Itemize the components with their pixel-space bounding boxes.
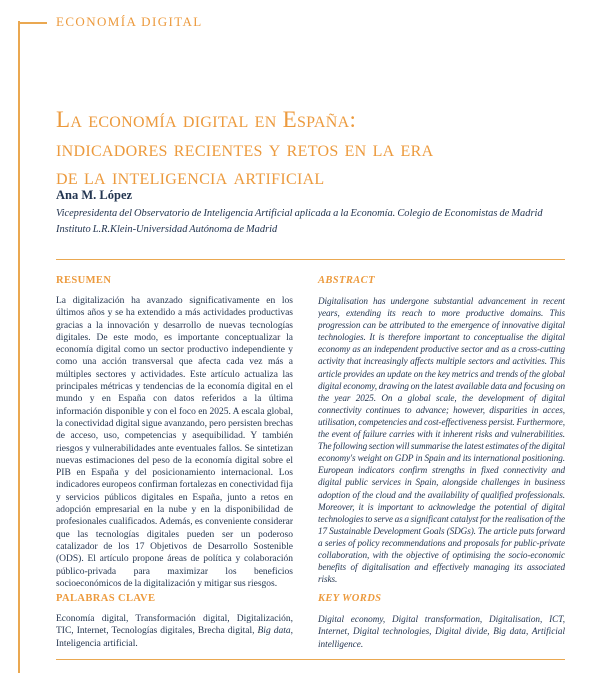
abstract-heading: ABSTRACT (318, 275, 375, 286)
palabras-clave-text-part: Economía digital, Transformación digital, Digitalización, TIC, Internet, Tecnologías digitales, Brecha digital, (56, 614, 293, 637)
bottom-divider-rule (56, 659, 565, 660)
author-name: Ana M. López (56, 188, 133, 202)
section-category-label: ECONOMÍA DIGITAL (56, 14, 203, 29)
resumen-text: La digitalización ha avanzado significativamente en los últimos años y se ha extendido a más actividades productivas gracias a la innovación y desarrollo de nuevas tecnologías digitales. De este modo, es importante conceptualizar la economía digital como un sector productivo independiente y como una acción transversal que afecta cada vez más a múltiples sectores y actividades. Este artículo actualiza las principales métricas y tendencias de la economía digital en el mundo y en España con datos referidos a la última información disponible y con el foco en 2025. A escala global, la conectividad digital sigue avanzando, pero persisten brechas de acceso, uso, competencias y asequibilidad. Y también riesgos y vulnerabilidades ante eventuales fallos. Se sintetizan nuevas estimaciones del peso de la economía digital sobre el PIB en España y del posicionamiento internacional. Los indicadores europeos confirman fortalezas en conectividad fija y servicios públicos digitales en España, junto a retos en adopción empresarial en la nube y en la disponibilidad de profesionales cualificados. Además, es conveniente considerar que las tecnologías digitales pueden ser un poderoso catalizador de los 17 Objetivos de Desarrollo Sostenible (ODS). El artículo propone áreas de política y colaboración público-privada para maximizar los beneficios socioeconómicos de la digitalización y mitigar sus riesgos. (56, 296, 293, 589)
resumen-column (56, 274, 293, 658)
article-title (56, 106, 433, 192)
author-block (56, 188, 543, 237)
palabras-clave-text (56, 613, 293, 650)
resumen-heading: RESUMEN (56, 275, 112, 286)
palabras-clave-heading: PALABRAS CLAVE (56, 593, 156, 604)
abstract-text: Digitalisation has undergone substantial advancement in recent years, extending its reach to more productive domains. This progression can be attributed to the emergence of innovative digital technologies. It is therefore important to conceptualise the digital economy as an independent productive sector and as a cross-cutting activity that increasingly affects multiple sectors and activities. This article provides an update on the key metrics and trends of the global digital economy, drawing on the latest available data and focusing on the year 2025. On a global scale, the development of digital connectivity continues to advance; however, disparities in acces, utilisation, competencies and cost-effectiveness persist. Furthermore, the event of failure carries with it inherent risks and vulnerabilities. The following section will summarise the latest estimates of the digital economy's weight on GDP in Spain and its international positioning. European indicators confirm strengths in fixed connectivity and digital public services in Spain, alongside challenges in business adoption of the cloud and the availability of qualified professionals. Moreover, it is important to acknowledge the potential of digital technologies to serve as a significant catalyst for the realisation of the 17 Sustainable Development Goals (SDGs). The article puts forward a series of policy recommendations and proposals for public-private collaboration, with the objective of optimising the socio-economic benefits of digitalisation and effectively managing its associated risks. (318, 296, 565, 585)
header-corner-rule (18, 22, 47, 24)
key-words-text: Digital economy, Digital transformation, Digitalisation, ICT, Internet, Digital technologies, Digital divide, Big data, Artificial intelligence. (318, 614, 565, 649)
top-divider-rule (56, 259, 565, 260)
key-words-heading: KEY WORDS (318, 593, 382, 604)
article-title-line-3: de la inteligencia artificial (56, 164, 325, 189)
author-affiliation-line-1: Vicepresidenta del Observatorio de Inteligencia Artificial aplicada a la Economía. Colegio de Economistas de Madrid (56, 208, 543, 219)
left-margin-rule (18, 21, 20, 673)
article-title-line-1: La economía digital en España: (56, 107, 357, 132)
article-title-line-2: indicadores recientes y retos en la era (56, 135, 434, 161)
palabras-clave-text-part: , Inteligencia artificial. (56, 626, 293, 649)
author-affiliation-line-2: Instituto L.R.Klein-Universidad Autónoma de Madrid (56, 223, 278, 235)
abstract-column (318, 274, 565, 658)
key-words-block (318, 592, 565, 650)
palabras-clave-italic-term: Big data (257, 626, 291, 637)
palabras-clave-block (56, 592, 293, 650)
